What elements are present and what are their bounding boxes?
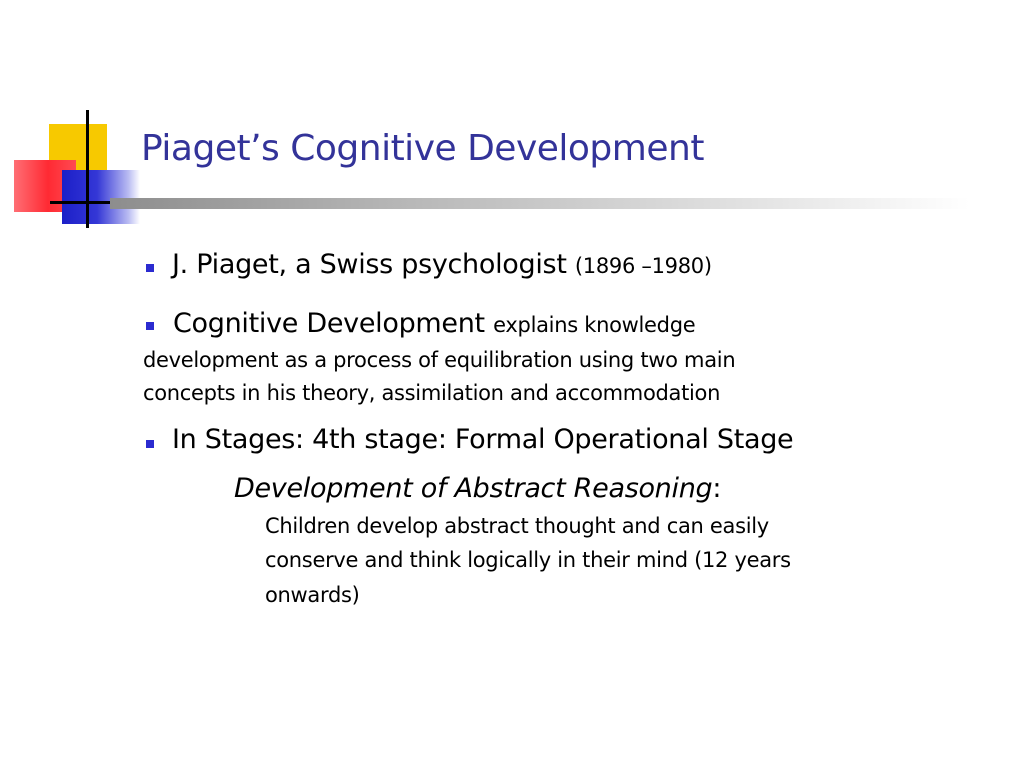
bullet-2-line: concepts in his theory, assimilation and accommodation (143, 381, 721, 405)
bullet-square-icon (146, 264, 154, 272)
sub-heading-text: Development of Abstract Reasoning (234, 473, 713, 504)
bullet-3-text: In Stages: 4th stage: Formal Operational Stage (172, 424, 794, 455)
bullet-2-continuation: explains knowledge (493, 313, 696, 337)
slide-title: Piaget’s Cognitive Development (141, 128, 704, 169)
sub-heading (234, 473, 721, 504)
bullet-2-line: development as a process of equilibration using two main (143, 348, 736, 372)
bullet-2 (173, 308, 695, 339)
bullet-1-text: J. Piaget, a Swiss psychologist (172, 249, 567, 280)
bullet-1-dates: (1896 –1980) (574, 254, 712, 278)
bullet-1 (172, 249, 712, 280)
sub-detail-line: onwards) (265, 583, 360, 607)
bullet-square-icon (146, 440, 154, 448)
logo-vertical-line (86, 110, 89, 228)
sub-detail-line: conserve and think logically in their mind (12 years (265, 548, 791, 572)
title-underline-rule (110, 198, 970, 209)
logo-blue-square (62, 170, 140, 224)
sub-detail-line: Children develop abstract thought and can easily (265, 514, 769, 538)
bullet-square-icon (146, 322, 154, 330)
bullet-2-text: Cognitive Development (173, 308, 485, 339)
sub-heading-colon: : (712, 473, 722, 504)
logo-horizontal-line (50, 201, 114, 204)
